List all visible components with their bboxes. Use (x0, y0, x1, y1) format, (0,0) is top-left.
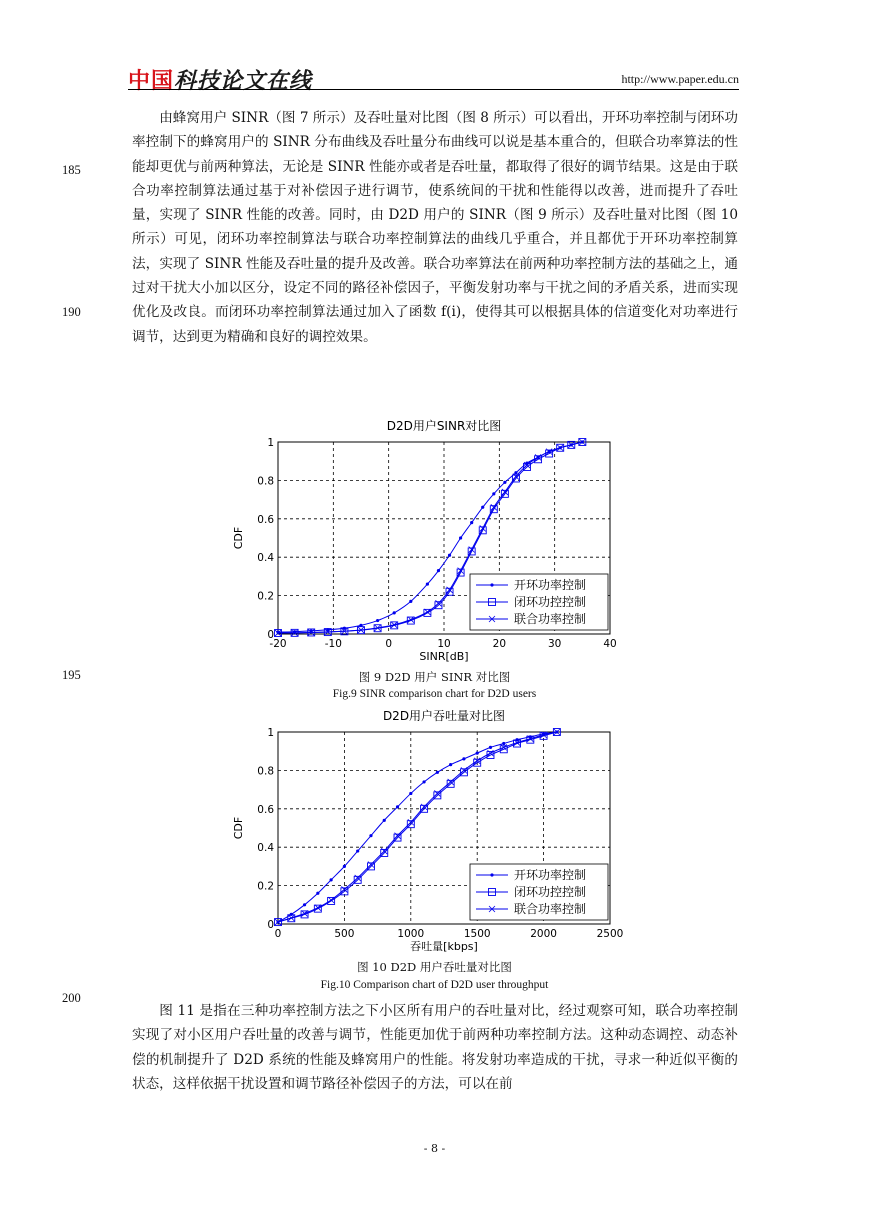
line-number-195: 195 (62, 668, 81, 682)
data-point (459, 536, 462, 539)
data-point (396, 805, 399, 808)
data-point (470, 521, 473, 524)
logo-part2: 科技论文在线 (174, 69, 313, 94)
data-point (409, 600, 412, 603)
fig10-chart (228, 704, 628, 958)
data-point (503, 481, 506, 484)
legend (470, 574, 608, 630)
data-point (383, 819, 386, 822)
line-number-190: 190 (62, 305, 81, 319)
data-point (393, 611, 396, 614)
x-tick-label: 20 (492, 638, 507, 650)
x-axis-label: 吞吐量[kbps] (410, 940, 478, 953)
y-tick-label: 0.4 (257, 842, 274, 855)
fig9-chart (228, 414, 628, 668)
x-tick-label: -10 (324, 638, 342, 650)
data-point (437, 569, 440, 572)
header-url[interactable]: http://www.paper.edu.cn (621, 72, 739, 86)
data-point (422, 780, 425, 783)
header-rule (128, 89, 739, 90)
logo-part1: 中国 (128, 69, 175, 94)
data-point (502, 742, 505, 745)
data-point (409, 792, 412, 795)
data-point (489, 746, 492, 749)
data-point (316, 892, 319, 895)
fig10-caption-cn: 图 10 D2D 用户吞吐量对比图 (357, 960, 512, 974)
y-tick-label: 0.2 (257, 590, 274, 603)
legend-label: 开环功率控制 (514, 868, 587, 882)
data-point (449, 763, 452, 766)
data-point (330, 878, 333, 881)
data-point (343, 865, 346, 868)
y-tick-label: 0 (267, 919, 274, 931)
y-tick-label: 0 (267, 629, 274, 641)
y-tick-label: 1 (267, 437, 274, 449)
x-tick-label: -20 (269, 638, 287, 650)
body-paragraph-2: 图 11 是指在三种功率控制方法之下小区所有用户的吞吐量对比，经过观察可知，联合功率控制实现了对小区用户吞吐量的改善与调节，性能更加优于前两种功率控制方法。这种动态调控、动态补偿的机制提升了 D2D 系统的性能及蜂窝用户的性能。将发射功率造成的干扰，寻求一种近似平衡的状态，这样依据干扰设置和调节路径补偿因子的方法，可以在前 (132, 1003, 738, 1092)
data-point (462, 757, 465, 760)
legend-label: 开环功率控制 (514, 578, 587, 592)
x-tick-label: 0 (385, 638, 393, 650)
y-tick-label: 0.6 (257, 803, 274, 816)
legend-marker (490, 873, 493, 876)
data-point (426, 582, 429, 585)
line-number-185: 185 (62, 163, 81, 177)
y-axis-label: CDF (232, 816, 245, 840)
x-tick-label: 2500 (596, 928, 624, 940)
data-point (436, 771, 439, 774)
chart-title: D2D用户SINR对比图 (386, 419, 502, 433)
x-tick-label: 500 (334, 928, 355, 940)
data-point (376, 619, 379, 622)
x-tick-label: 30 (547, 638, 562, 650)
x-axis-label: SINR[dB] (419, 650, 469, 663)
x-tick-label: 0 (274, 928, 282, 940)
legend-label: 闭环功控控制 (514, 595, 587, 609)
x-tick-label: 1000 (397, 928, 425, 940)
legend-label: 闭环功控控制 (514, 885, 587, 899)
journal-logo (128, 64, 312, 95)
x-tick-label: 1500 (463, 928, 491, 940)
y-tick-label: 0.4 (257, 552, 274, 565)
data-point (492, 492, 495, 495)
legend-label: 联合功率控制 (514, 902, 587, 916)
y-tick-label: 0.6 (257, 513, 274, 526)
page-number: - 8 - (423, 1142, 446, 1155)
x-tick-label: 2000 (530, 928, 557, 940)
data-point (369, 834, 372, 837)
legend-marker (490, 583, 493, 586)
fig10-caption-en: Fig.10 Comparison chart of D2D user throughput (320, 979, 549, 991)
x-tick-label: 10 (437, 638, 451, 650)
y-axis-label: CDF (232, 526, 245, 550)
legend-label: 联合功率控制 (514, 612, 587, 626)
y-tick-label: 1 (267, 727, 274, 739)
body-paragraph-1: 由蜂窝用户 SINR（图 7 所示）及吞吐量对比图（图 8 所示）可以看出，开环功率控制与闭环功率控制下的蜂窝用户的 SINR 分布曲线及吞吐量分布曲线可以说是基本重合的，但联合功率算法的性能却更优与前两种算法，无论是 SINR 性能亦或者是吞吐量，都取得了很好的调节结果。这是由于联合功率控制算法通过基于对补偿因子进行调节，使系统间的干扰和性能得以改善，进而提升了吞吐量，实现了 SINR 性能的改善。同时，由 D2D 用户的 SINR（图 9 所示）及吞吐量对比图（图 10 所示）可见，闭环功率控制算法与联合功率控制算法的曲线几乎重合，并且都优于开环功率控制算法，实现了 SINR 性能及吞吐量的提升及改善。联合功率算法在前两种功率控制方法的基础之上，通过对干扰大小加以区分，设定不同的路径补偿因子，平衡发射功率与干扰之间的矛盾关系，进而实现优化及改良。而闭环功率控制算法通过加入了函数 f(i)，使得其可以根据具体的信道变化对功率进行调节，达到更为精确和良好的调控效果。 (132, 110, 738, 345)
y-tick-label: 0.8 (257, 475, 274, 488)
data-point (303, 903, 306, 906)
data-point (476, 752, 479, 755)
x-tick-label: 40 (603, 638, 617, 650)
data-point (448, 554, 451, 557)
data-point (514, 471, 517, 474)
chart-title: D2D用户吞吐量对比图 (382, 709, 506, 723)
fig9-caption-en: Fig.9 SINR comparison chart for D2D users (332, 688, 537, 700)
legend (470, 864, 608, 920)
y-tick-label: 0.2 (257, 880, 274, 893)
data-point (481, 506, 484, 509)
y-tick-label: 0.8 (257, 765, 274, 778)
data-point (356, 849, 359, 852)
fig9-caption-cn: 图 9 D2D 用户 SINR 对比图 (358, 670, 511, 684)
line-number-200: 200 (62, 991, 81, 1005)
